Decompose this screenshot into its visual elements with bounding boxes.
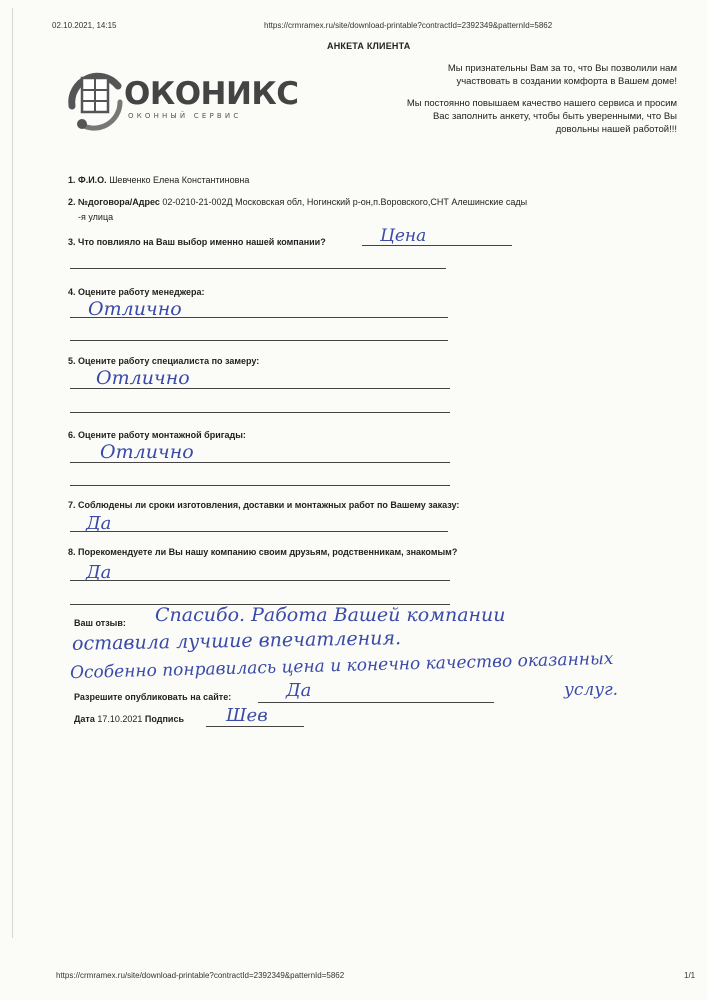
q1-value: Шевченко Елена Константиновна (109, 175, 250, 185)
footer-url: https://crmramex.ru/site/download-printable?contractId=2392349&patternId=5862 (56, 971, 345, 980)
q7-label: 7. Соблюдены ли сроки изготовления, доставки и монтажных работ по Вашему заказу: (68, 500, 460, 510)
q8-line (70, 580, 450, 581)
q5-answer: Отлично (96, 367, 190, 389)
page-title: АНКЕТА КЛИЕНТА (327, 41, 411, 51)
q3-answer: Цена (380, 226, 427, 246)
q1-label: 1. Ф.И.О. (68, 175, 107, 185)
publish-line (258, 702, 494, 703)
q2-label: 2. №договора/Адрес (68, 197, 160, 207)
q5-line (70, 388, 450, 389)
q6-line-2 (70, 485, 450, 486)
page-number: 1/1 (684, 971, 696, 980)
q6-line (70, 462, 450, 463)
intro-line: участвовать в создании комфорта в Вашем доме! (456, 76, 677, 87)
q7-answer: Да (86, 513, 112, 534)
q6-label: 6. Оцените работу монтажной бригады: (68, 430, 246, 440)
date-label: Дата (74, 714, 95, 724)
publish-answer: Да (286, 680, 312, 701)
intro-text (357, 62, 677, 136)
intro-line: Мы постоянно повышаем качество нашего сервиса и просим (406, 98, 677, 109)
review-line-4: услуг. (564, 680, 619, 700)
q4-answer: Отлично (88, 298, 182, 320)
q8-answer: Да (86, 562, 112, 583)
review-line-2: оставила лучшие впечатления. (71, 627, 402, 655)
signature: Шев (226, 705, 268, 726)
q4-line-2 (70, 340, 448, 341)
q3-label: 3. Что повлияло на Ваш выбор именно нашей компании? (68, 237, 326, 247)
logo-emblem (60, 66, 130, 136)
q4-label: 4. Оцените работу менеджера: (68, 287, 205, 297)
intro-line: довольны нашей работой!!! (555, 124, 677, 135)
q1-row (68, 175, 249, 185)
review-line-3: Особенно понравилась цена и конечно качество оказанных (69, 648, 614, 684)
q5-label: 5. Оцените работу специалиста по замеру: (68, 356, 260, 366)
q2-value-cont: -я улица (78, 212, 114, 222)
signature-label: Подпись (144, 714, 184, 724)
q8-label: 8. Порекомендуете ли Вы нашу компанию своим друзьям, родственникам, знакомым? (68, 547, 458, 557)
q3-line-2 (70, 268, 446, 269)
logo-tagline: ОКОННЫЙ СЕРВИС (128, 112, 242, 120)
signature-line (206, 726, 304, 727)
q3-line (362, 245, 512, 246)
logo-wordmark: ОКОНИКС (124, 76, 299, 112)
print-datetime: 02.10.2021, 14:15 (52, 21, 117, 30)
print-url: https://crmramex.ru/site/download-printable?contractId=2392349&patternId=5862 (264, 21, 553, 30)
date-value: 17.10.2021 (97, 714, 143, 724)
date-row (74, 714, 184, 724)
review-line-1: Спасибо. Работа Вашей компании (155, 604, 506, 626)
intro-line: Вас заполнить анкету, чтобы быть уверенными, что Вы (432, 111, 677, 122)
q5-line-2 (70, 412, 450, 413)
q6-answer: Отлично (100, 441, 194, 463)
publish-label: Разрешите опубликовать на сайте: (74, 692, 232, 702)
intro-line: Мы признательны Вам за то, что Вы позволили нам (447, 63, 677, 74)
scan-edge (12, 8, 13, 938)
q4-line (70, 317, 448, 318)
q7-line (70, 531, 448, 532)
q2-row (68, 197, 527, 207)
review-label: Ваш отзыв: (74, 618, 126, 628)
q2-value: 02-0210-21-002Д Московская обл, Ногинский р-он,п.Воровского,СНТ Алешинские сады (162, 197, 528, 207)
